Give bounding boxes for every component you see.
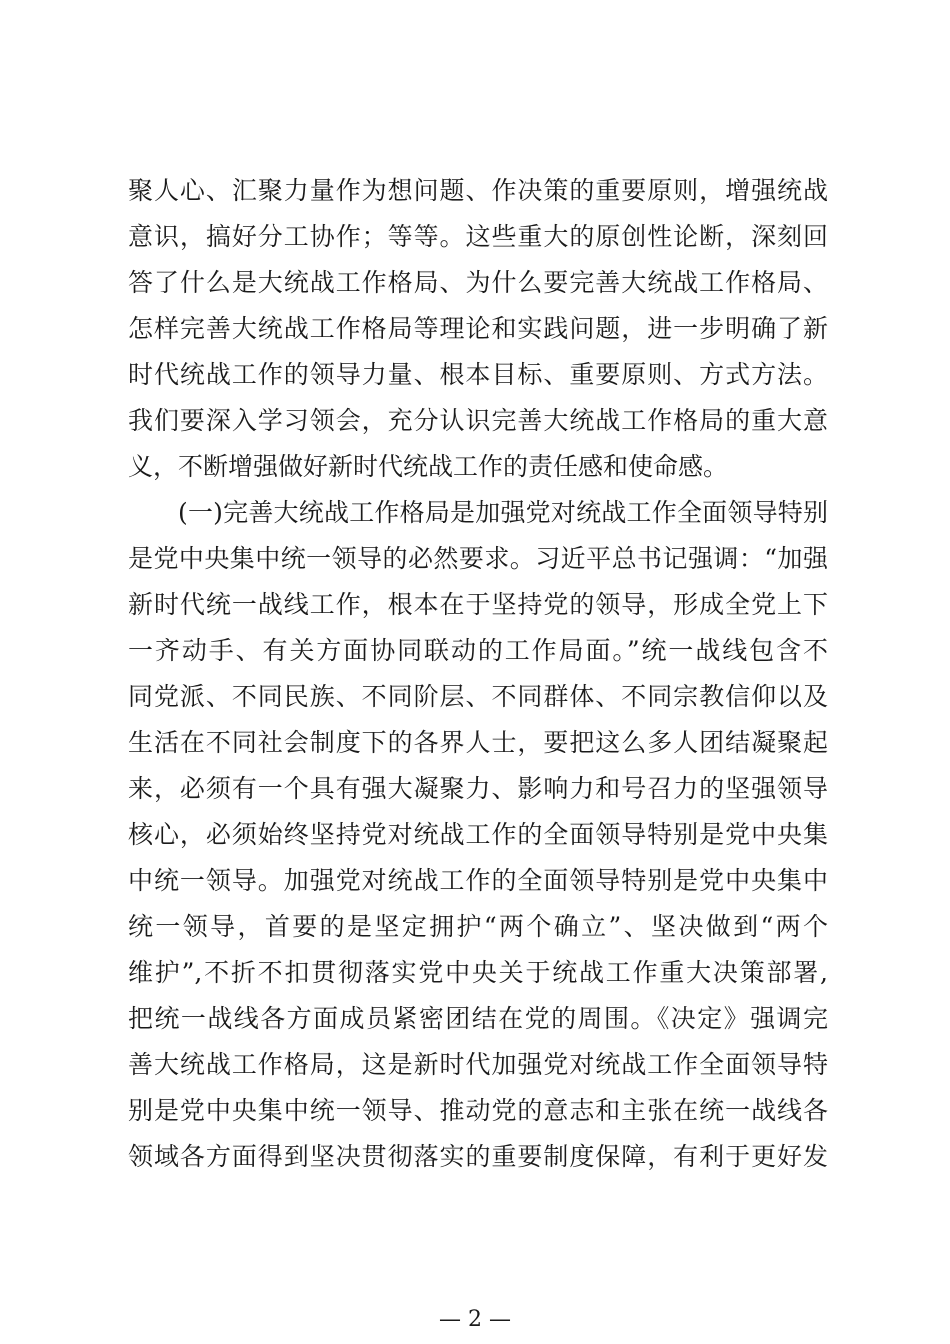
section-heading-line: (一)完善大统战工作格局是加强党对统战工作全面领导特别 (178, 498, 828, 527)
text-line: 领域各方面得到坚决贯彻落实的重要制度保障，有利于更好发 (128, 1142, 828, 1171)
text-line: 聚人心、汇聚力量作为想问题、作决策的重要原则，增强统战 (128, 176, 828, 205)
text-line: 中统一领导。加强党对统战工作的全面领导特别是党中央集中 (128, 866, 828, 895)
text-line: 同党派、不同民族、不同阶层、不同群体、不同宗教信仰以及 (128, 682, 828, 711)
page-number: — 2 — (439, 1307, 511, 1332)
text-line: 一齐动手、有关方面协同联动的工作局面。”统一战线包含不 (128, 636, 828, 665)
text-line: 意识，搞好分工协作；等等。这些重大的原创性论断，深刻回 (128, 222, 828, 251)
text-line: 把统一战线各方面成员紧密团结在党的周围。《决定》强调完 (128, 1004, 828, 1033)
body-text (128, 168, 828, 1180)
text-line: 义，不断增强做好新时代统战工作的责任感和使命感。 (128, 452, 729, 481)
text-line: 怎样完善大统战工作格局等理论和实践问题，进一步明确了新 (128, 314, 828, 343)
text-line: 生活在不同社会制度下的各界人士，要把这么多人团结凝聚起 (128, 728, 828, 757)
text-line: 善大统战工作格局，这是新时代加强党对统战工作全面领导特 (128, 1050, 828, 1079)
text-line: 时代统战工作的领导力量、根本目标、重要原则、方式方法。 (128, 360, 828, 389)
text-line: 核心，必须始终坚持党对统战工作的全面领导特别是党中央集 (128, 820, 828, 849)
text-line: 我们要深入学习领会，充分认识完善大统战工作格局的重大意 (128, 406, 828, 435)
text-line: 来，必须有一个具有强大凝聚力、影响力和号召力的坚强领导 (128, 774, 828, 803)
text-line: 统一领导，首要的是坚定拥护“两个确立”、坚决做到“两个 (128, 912, 828, 941)
text-line: 别是党中央集中统一领导、推动党的意志和主张在统一战线各 (128, 1096, 828, 1125)
text-line: 新时代统一战线工作，根本在于坚持党的领导，形成全党上下 (128, 590, 828, 619)
text-line: 维护”,不折不扣贯彻落实党中央关于统战工作重大决策部署, (128, 958, 828, 987)
text-line: 答了什么是大统战工作格局、为什么要完善大统战工作格局、 (128, 268, 828, 297)
text-line: 是党中央集中统一领导的必然要求。习近平总书记强调：“加强 (128, 544, 828, 573)
